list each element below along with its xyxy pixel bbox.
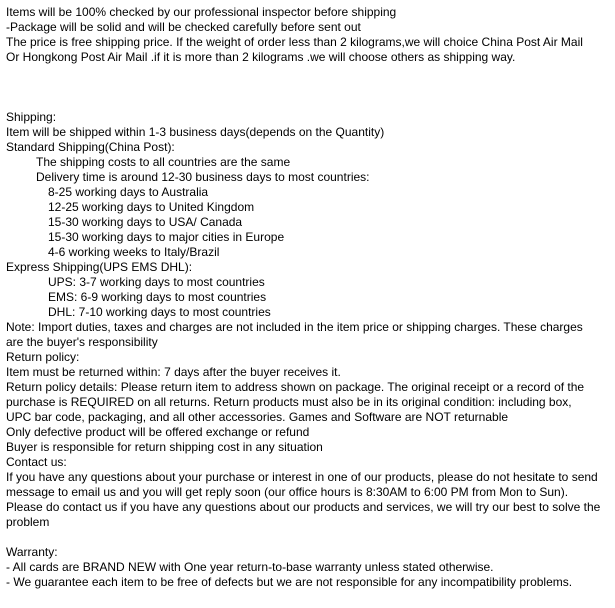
standard-time-item: 8-25 working days to Australia — [48, 185, 209, 199]
shipping-heading: Shipping: — [6, 110, 57, 124]
contact-line: problem — [6, 515, 50, 529]
standard-time-item: 12-25 working days to United Kingdom — [48, 200, 255, 214]
standard-note: The shipping costs to all countries are the same — [36, 155, 291, 169]
shipping-lead: Item will be shipped within 1-3 business days(depends on the Quantity) — [6, 125, 385, 139]
return-policy-line: purchase is REQUIRED on all returns. Return products must also be in its original condition: including box, — [6, 395, 572, 409]
standard-time-item: 15-30 working days to USA/ Canada — [48, 215, 243, 229]
return-policy-line: Only defective product will be offered exchange or refund — [6, 425, 310, 439]
policy-document — [6, 5, 613, 590]
return-policy-line: Buyer is responsible for return shipping cost in any situation — [6, 440, 323, 454]
contact-heading: Contact us: — [6, 455, 67, 469]
standard-time-item: 4-6 working weeks to Italy/Brazil — [48, 245, 220, 259]
express-shipping-label: Express Shipping(UPS EMS DHL): — [6, 260, 193, 274]
express-time-item: UPS: 3-7 working days to most countries — [48, 275, 265, 289]
return-policy-line: UPC bar code, packaging, and all other accessories. Games and Software are NOT returnable — [6, 410, 509, 424]
express-time-item: EMS: 6-9 working days to most countries — [48, 290, 267, 304]
contact-line: Please do contact us if you have any questions about our products and services, we will try our best to solve the — [6, 500, 601, 514]
intro-line-4: Or Hongkong Post Air Mail .if it is more than 2 kilograms .we will choose others as shipping way. — [6, 50, 516, 64]
express-time-item: DHL: 7-10 working days to most countries — [48, 305, 271, 319]
warranty-line: - We guarantee each item to be free of defects but we are not responsible for any incompatibility problems. — [6, 575, 573, 589]
intro-line-2: -Package will be solid and will be checked carefully before sent out — [6, 20, 361, 34]
spacer — [6, 95, 613, 110]
return-policy-line: Item must be returned within: 7 days after the buyer receives it. — [6, 365, 341, 379]
shipping-note: are the buyer's responsibility — [6, 335, 158, 349]
shipping-note: Note: Import duties, taxes and charges are not included in the item price or shipping charges. These charges — [6, 320, 583, 334]
return-policy-heading: Return policy: — [6, 350, 80, 364]
standard-time-item: 15-30 working days to major cities in Europe — [48, 230, 285, 244]
contact-line: message to email us and you will get reply soon (our office hours is 8:30AM to 6:00 PM from Mon to Sun). — [6, 485, 569, 499]
spacer — [6, 530, 613, 545]
return-policy-line: Return policy details: Please return item to address shown on package. The original receipt or a record of the — [6, 380, 585, 394]
spacer — [6, 65, 613, 80]
intro-line-1: Items will be 100% checked by our professional inspector before shipping — [6, 5, 397, 19]
intro-line-3: The price is free shipping price. If the weight of order less than 2 kilograms,we will choice China Post Air Mail — [6, 35, 583, 49]
spacer — [6, 80, 613, 95]
contact-line: If you have any questions about your purchase or interest in one of our products, please do not hesitate to send — [6, 470, 598, 484]
standard-note: Delivery time is around 12-30 business days to most countries: — [36, 170, 370, 184]
warranty-line: - All cards are BRAND NEW with One year return-to-base warranty unless stated otherwise. — [6, 560, 494, 574]
standard-shipping-label: Standard Shipping(China Post): — [6, 140, 175, 154]
warranty-heading: Warranty: — [6, 545, 58, 559]
